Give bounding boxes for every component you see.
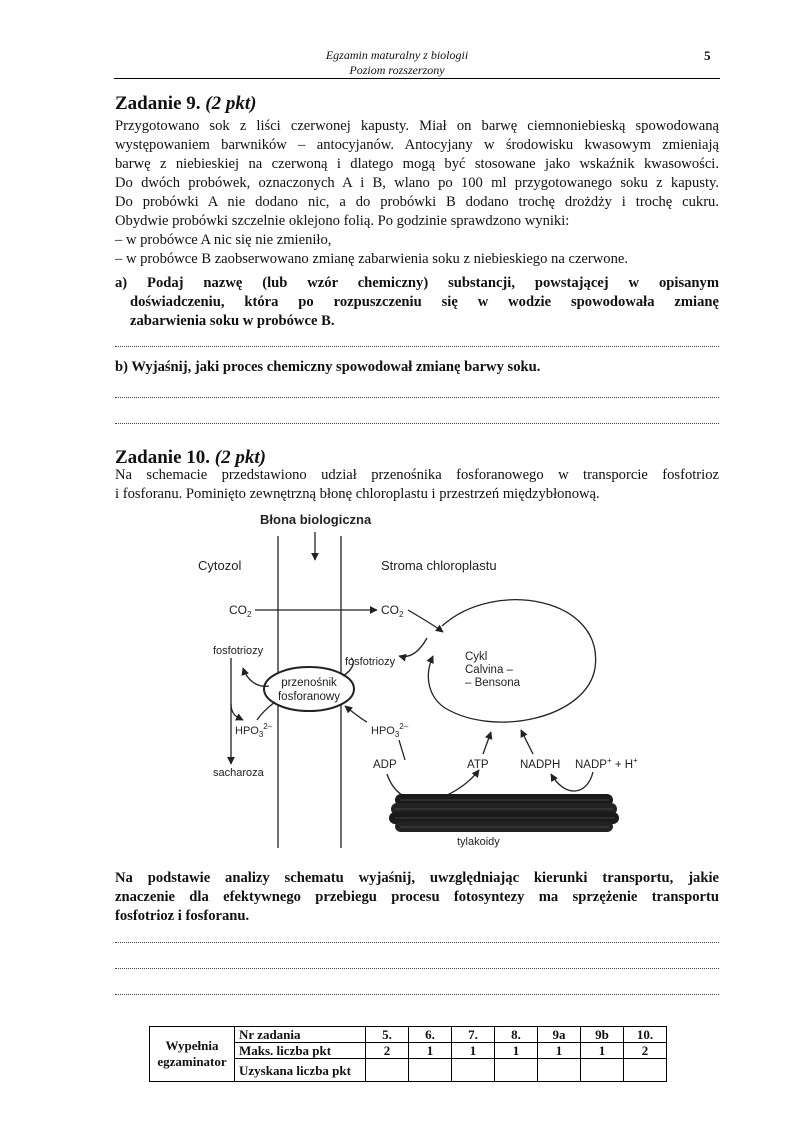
task10-intro-line: Na schemacie przedstawiono udział przenośnika fosforanowego w transporcie fosfotrioz (115, 467, 719, 483)
task9-title-text: Zadanie 9. (115, 93, 201, 114)
nadp-to-nadph-arrow (551, 772, 593, 791)
nadph-to-calvin-arrow (521, 730, 533, 754)
task-number-cell: 10. (624, 1027, 667, 1043)
task9-line: – w probówce A nic się nie zmieniło, (115, 232, 332, 248)
header-exam-title: Egzamin maturalny z biologii (325, 48, 469, 62)
carrier-label-line1: przenośnik (281, 677, 337, 689)
page-header (0, 48, 794, 78)
obtained-points-cell[interactable] (366, 1059, 409, 1082)
obtained-points-cell[interactable] (581, 1059, 624, 1082)
task9-line: Przygotowano sok z liści czerwonej kapusty. Miał on barwę ciemnoniebieską spowodowaną (115, 118, 719, 134)
task-number-cell: 6. (409, 1027, 452, 1043)
task9-points: (2 pkt) (205, 93, 257, 114)
task9-line: występowaniem barwników – antocyjanów. Antocyjany w środowisku kwasowym zmieniają (115, 137, 719, 153)
task9-title (115, 92, 256, 116)
page-number: 5 (704, 48, 711, 63)
max-points-cell: 1 (581, 1043, 624, 1059)
task-number-cell: 9b (581, 1027, 624, 1043)
fosfotriozy-left-label: fosfotriozy (213, 645, 264, 657)
sacharoza-label: sacharoza (213, 767, 264, 779)
task9-line: Obydwie probówki szczelnie oklejono folią. Po godzinie sprawdzono wyniki: (115, 213, 570, 229)
question-b-line: b) Wyjaśnij, jaki proces chemiczny spowodował zmianę barwy soku. (115, 359, 541, 375)
task9-line: barwę z niebieskiej na czerwoną i dlatego mogą być stosowane jako wskaźnik kwasowości. (115, 156, 719, 172)
obtained-points-cell[interactable] (409, 1059, 452, 1082)
task10-question (115, 869, 719, 926)
cytosol-label: Cytozol (198, 558, 242, 573)
max-points-cell: 1 (495, 1043, 538, 1059)
obtained-points-row-label: Uzyskana liczba pkt (235, 1059, 366, 1082)
co2-label-right: $CO_2$ (381, 603, 404, 619)
examiner-label: Wypełnia egzaminator (150, 1027, 235, 1082)
calvin-cycle-loop (428, 600, 595, 722)
task-number-row-label: Nr zadania (235, 1027, 366, 1043)
calvin-label-line2: Calvina – (465, 664, 513, 676)
adp-label: ADP (373, 759, 397, 771)
hpo-to-adp-line (399, 740, 405, 760)
question-a-line: zabarwienia soku w probówce B. (130, 313, 335, 329)
phosphate-transport-diagram (195, 508, 655, 848)
task10-intro-line: i fosforanu. Pominięto zewnętrzną błonę chloroplastu i przestrzeń międzybłonową. (115, 486, 600, 502)
calvin-to-fosfotriozy-arrow (399, 638, 427, 657)
header-rule (114, 78, 720, 79)
task-number-cell: 9a (538, 1027, 581, 1043)
header-level: Poziom rozszerzony (349, 63, 445, 77)
answer-line-9b-1[interactable] (115, 397, 719, 398)
thylakoids-label: tylakoidy (457, 836, 500, 848)
co2-label-left: $CO_2$ (229, 603, 252, 619)
atp-label: ATP (467, 759, 489, 771)
to-hpo-left-arrow (231, 704, 243, 720)
answer-line-10-2[interactable] (115, 968, 719, 969)
obtained-points-cell[interactable] (495, 1059, 538, 1082)
max-points-row-label: Maks. liczba pkt (235, 1043, 366, 1059)
obtained-points-cell[interactable] (538, 1059, 581, 1082)
thylakoid-stack (389, 794, 619, 832)
carrier-hpo-left (257, 702, 275, 720)
task10-title-text: Zadanie 10. (115, 447, 211, 468)
phosphate-carrier (264, 667, 354, 711)
task-number-cell: 7. (452, 1027, 495, 1043)
answer-line-9b-2[interactable] (115, 423, 719, 424)
task9-line: Do probówki A nie dodano nic, a do probówki B dodano trochę drożdży i trochę cukru. (115, 194, 719, 210)
task10-question-line: fosfotrioz i fosforanu. (115, 908, 250, 924)
max-points-cell: 2 (624, 1043, 667, 1059)
task10-question-line: znaczenie dla efektywnego przebiegu procesu fotosyntezy ma sprzężenie transportu (115, 889, 719, 905)
task10-points: (2 pkt) (214, 447, 266, 468)
calvin-label-line1: Cykl (465, 651, 488, 663)
task9-line: Do dwóch probówek, oznaczonych A i B, wlano po 100 ml przygotowanego soku z kapusty. (115, 175, 719, 191)
max-points-cell: 1 (409, 1043, 452, 1059)
task9-question-b (115, 358, 719, 377)
question-a-line: a) Podaj nazwę (lub wzór chemiczny) substancji, powstającej w opisanym (115, 275, 719, 291)
max-points-cell: 1 (452, 1043, 495, 1059)
answer-line-10-1[interactable] (115, 942, 719, 943)
task9-text (115, 117, 719, 269)
task-number-cell: 5. (366, 1027, 409, 1043)
answer-line-9a[interactable] (115, 346, 719, 347)
nadp-label: NADP+ + H+ (575, 756, 638, 771)
membrane-label: Błona biologiczna (260, 512, 372, 527)
co2-to-calvin-arrow (408, 610, 443, 632)
score-table (149, 1026, 667, 1082)
max-points-cell: 2 (366, 1043, 409, 1059)
stroma-label: Stroma chloroplastu (381, 558, 497, 573)
task9-line: – w probówce B zaobserwowano zmianę zabarwienia soku z niebieskiego na czerwone. (115, 251, 629, 267)
calvin-label-line3: – Bensona (465, 677, 520, 689)
atp-to-calvin-arrow (483, 732, 491, 754)
carrier-label-line2: fosforanowy (277, 691, 341, 703)
task10-question-line: Na podstawie analizy schematu wyjaśnij, uwzględniając kierunki transportu, jakie (115, 870, 719, 886)
task10-intro (115, 466, 719, 504)
hpo-right-label: $HPO_3^{2-}$ (371, 722, 409, 739)
max-points-cell: 1 (538, 1043, 581, 1059)
obtained-points-cell[interactable] (624, 1059, 667, 1082)
task9-question-a (115, 274, 719, 331)
nadph-label: NADPH (520, 759, 561, 771)
fosfotriozy-right-label: fosfotriozy (345, 656, 396, 668)
hpo-left-label: $HPO_3^{2-}$ (235, 722, 273, 739)
task-number-cell: 8. (495, 1027, 538, 1043)
question-a-line: doświadczeniu, która po rozpuszczeniu się w wodzie spowodowała zmianę (130, 294, 719, 310)
carrier-hpo-right (345, 706, 367, 722)
answer-line-10-3[interactable] (115, 994, 719, 995)
obtained-points-cell[interactable] (452, 1059, 495, 1082)
